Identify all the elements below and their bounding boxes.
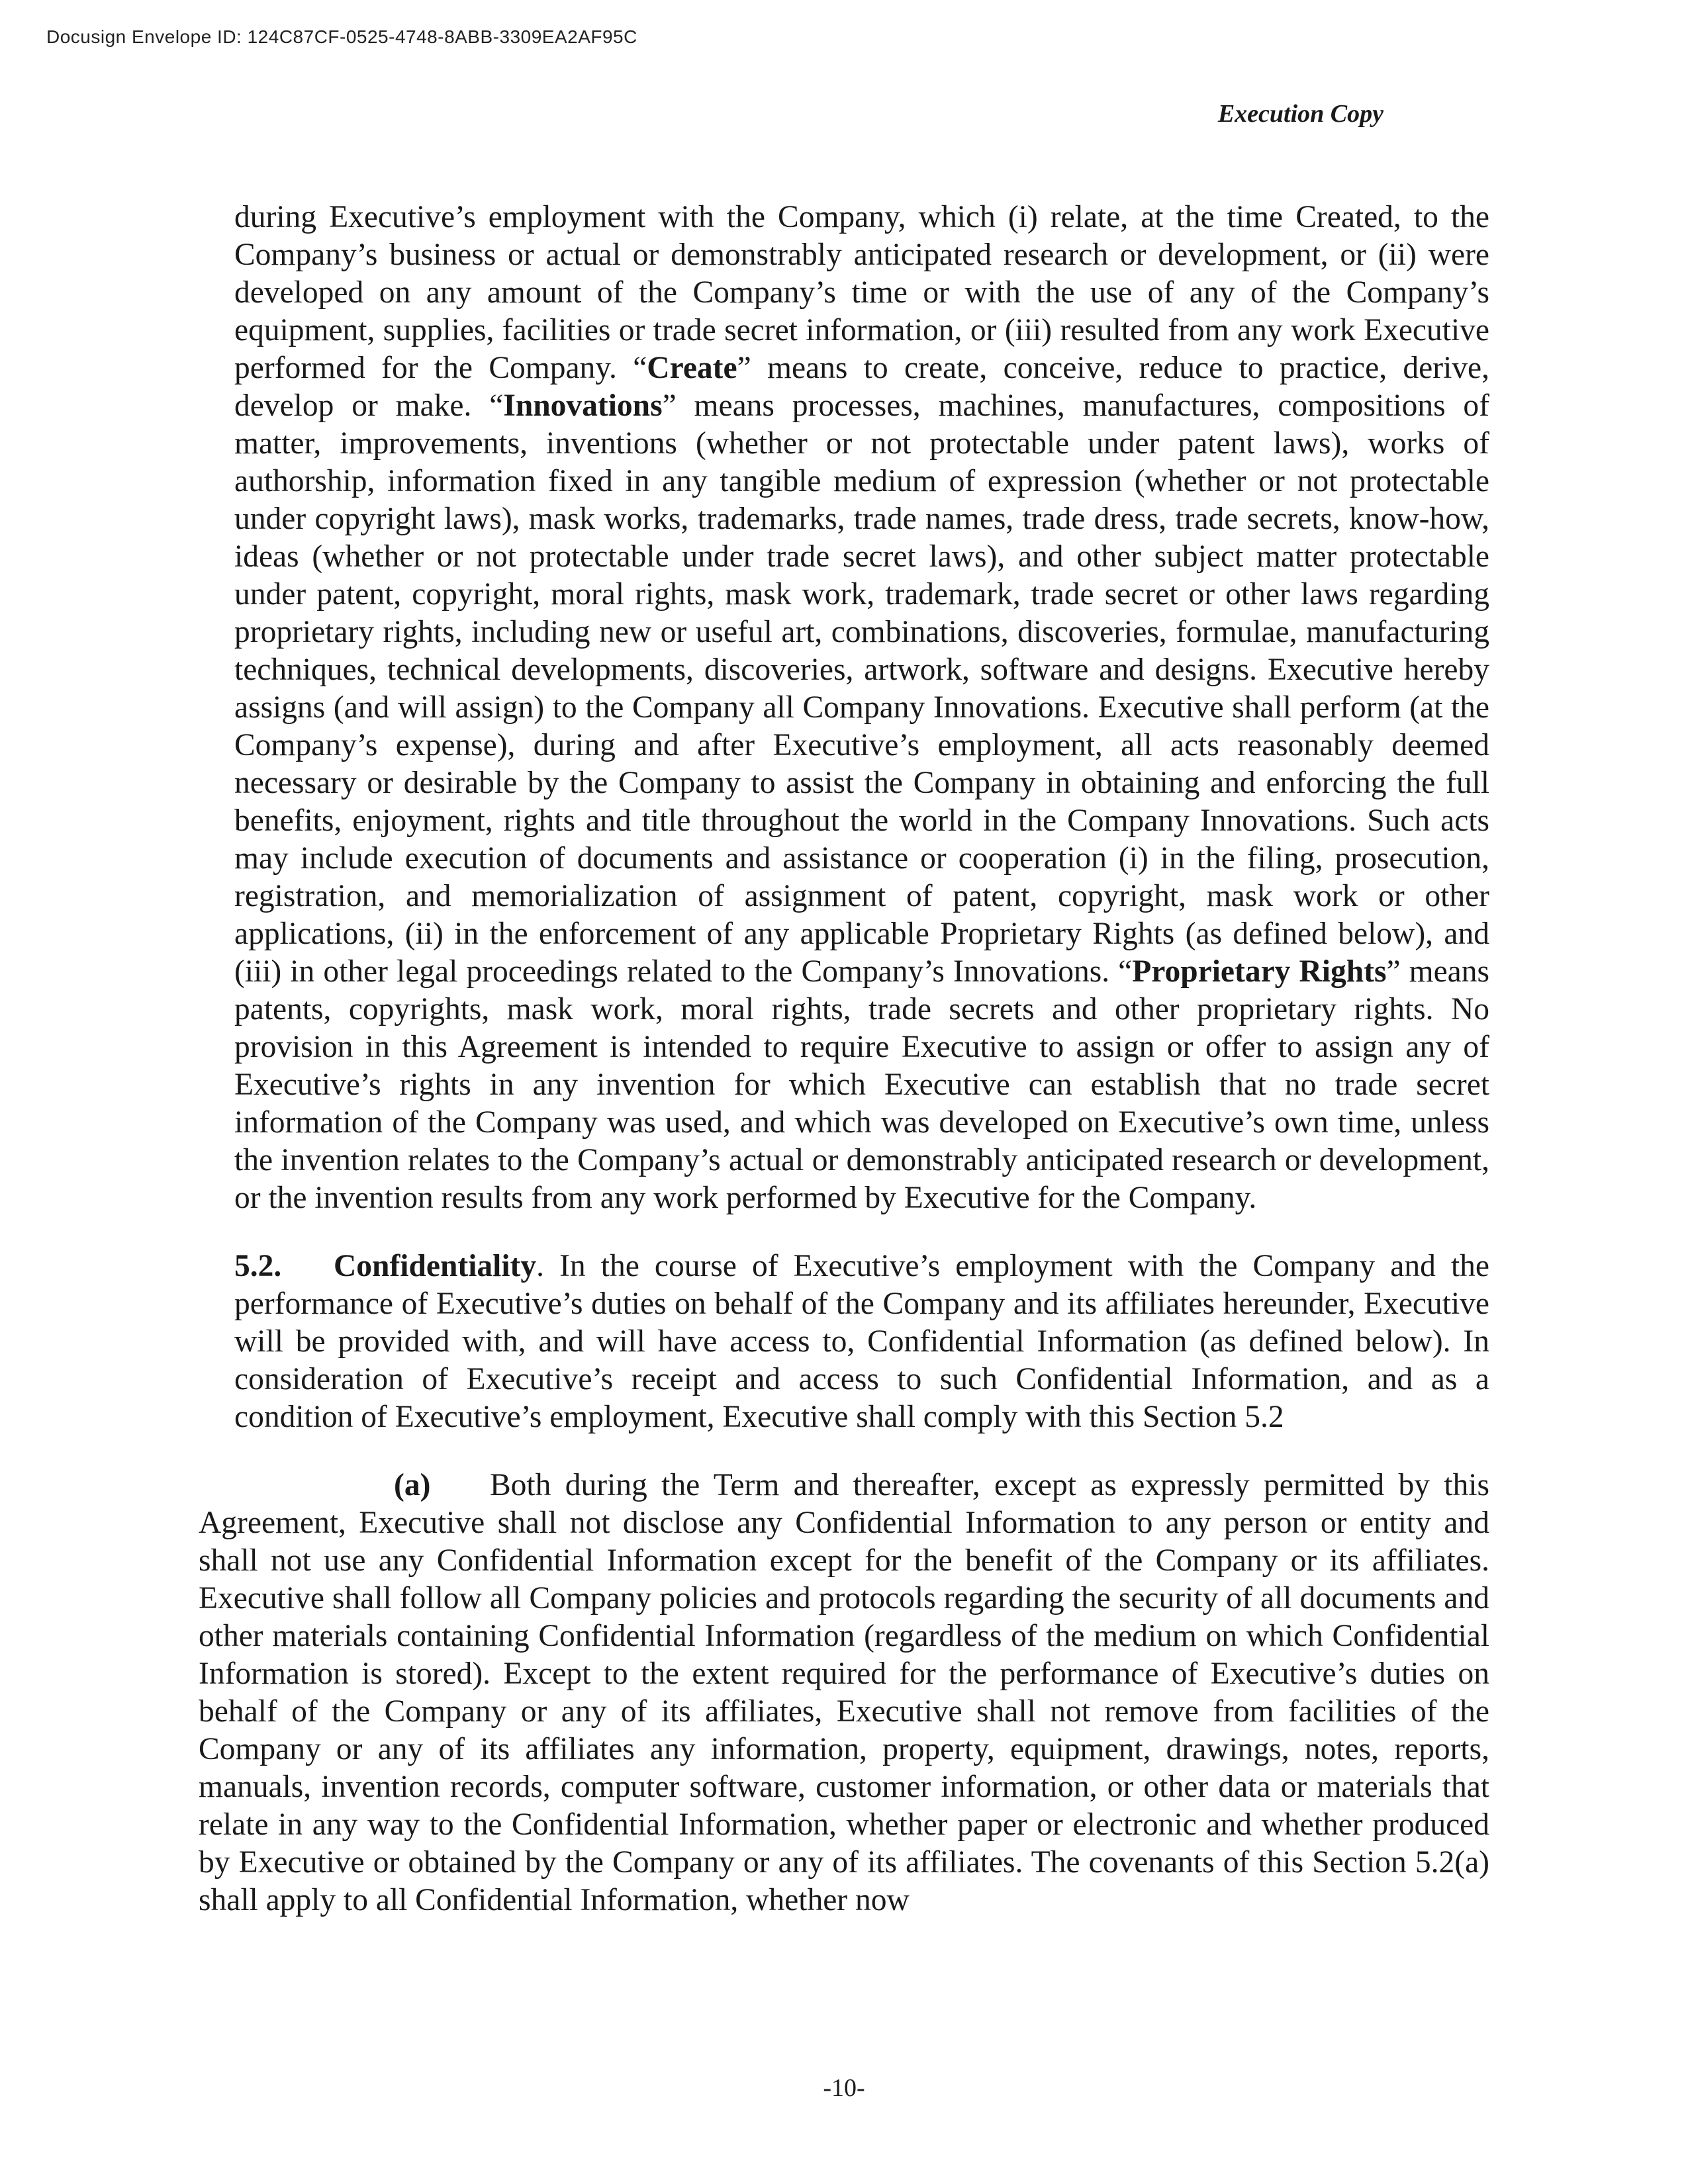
paragraph-text: ” means processes, machines, manufactures, compositions of matter, improvements, inventions (whether or not protectable under patent laws), works of authorship, information fixed in any tangible medium of expression (whether or not protectable under copyright laws), mask works, trademarks, trade names, trade dress, trade secrets, know-how, ideas (whether or not protectable under trade secret laws), and other subject matter protectable under patent, copyright, moral rights, mask work, trademark, trade secret or other laws regarding proprietary rights, including new or useful art, combinations, discoveries, formulae, manufacturing techniques, technical developments, discoveries, artwork, software and designs. Executive hereby assigns (and will assign) to the Company all Company Innovations. Executive shall perform (at the Company’s expense), during and after Executive’s employment, all acts reasonably deemed necessary or desirable by the Company to assist the Company in obtaining and enforcing the full benefits, enjoyment, rights and title throughout the world in the Company Innovations. Such acts may include execution of documents and assistance or cooperation (i) in the filing, prosecution, registration, and memorialization of assignment of patent, copyright, mask work or other applications, (ii) in the enforcement of any applicable Proprietary Rights (as defined below), and (iii) in other legal proceedings related to the Company’s Innovations. “ bbox=[234, 388, 1489, 989]
docusign-envelope-id: Docusign Envelope ID: 124C87CF-0525-4748-8ABB-3309EA2AF95C bbox=[46, 26, 637, 47]
execution-copy-label: Execution Copy bbox=[1217, 100, 1383, 128]
document-body bbox=[199, 199, 1489, 1919]
section-number: 5.2. bbox=[234, 1249, 282, 1283]
paragraph-text: ” means to create, conceive, reduce to practice, derive, develop or make. “ bbox=[234, 351, 1489, 423]
innovations-paragraph bbox=[234, 199, 1489, 1217]
defined-term-proprietary-rights: Proprietary Rights bbox=[1132, 954, 1387, 989]
section-5-2-paragraph bbox=[234, 1248, 1489, 1436]
subsection-a-paragraph bbox=[199, 1467, 1489, 1919]
page-number: -10- bbox=[823, 2074, 865, 2102]
paragraph-text: during Executive’s employment with the Company, which (i) relate, at the time Created, to the Company’s business or actual or demonstrably anticipated research or development, or (ii) were developed on any amount of the Company’s time or with the use of any of the Company’s equipment, supplies, facilities or trade secret information, or (iii) resulted from any work Executive performed for the Company. “ bbox=[234, 200, 1489, 385]
subsection-label: (a) bbox=[394, 1468, 431, 1502]
section-text: . In the course of Executive’s employment with the Company and the performance of Executive’s duties on behalf of the Company and its affiliates hereunder, Executive will be provided with, and will have access to, Confidential Information (as defined below). In consideration of Executive’s receipt and access to such Confidential Information, and as a condition of Executive’s employment, Executive shall comply with this Section 5.2 bbox=[234, 1249, 1489, 1434]
defined-term-innovations: Innovations bbox=[503, 388, 663, 423]
section-title: Confidentiality bbox=[334, 1249, 537, 1283]
subsection-text: Both during the Term and thereafter, except as expressly permitted by this Agreement, Executive shall not disclose any Confidential Information to any person or entity and shall not use any Confidential Information except for the benefit of the Company or its affiliates. Executive shall follow all Company policies and protocols regarding the security of all documents and other materials containing Confidential Information (regardless of the medium on which Confidential Information is stored). Except to the extent required for the performance of Executive’s duties on behalf of the Company or any of its affiliates, Executive shall not remove from facilities of the Company or any of its affiliates any information, property, equipment, drawings, notes, reports, manuals, invention records, computer software, customer information, or other data or materials that relate in any way to the Confidential Information, whether paper or electronic and whether produced by Executive or obtained by the Company or any of its affiliates. The covenants of this Section 5.2(a) shall apply to all Confidential Information, whether now bbox=[199, 1468, 1489, 1917]
paragraph-text: ” means patents, copyrights, mask work, moral rights, trade secrets and other proprietary rights. No provision in this Agreement is intended to require Executive to assign or offer to assign any of Executive’s rights in any invention for which Executive can establish that no trade secret information of the Company was used, and which was developed on Executive’s own time, unless the invention relates to the Company’s actual or demonstrably anticipated research or development, or the invention results from any work performed by Executive for the Company. bbox=[234, 954, 1489, 1215]
defined-term-create: Create bbox=[647, 351, 737, 385]
